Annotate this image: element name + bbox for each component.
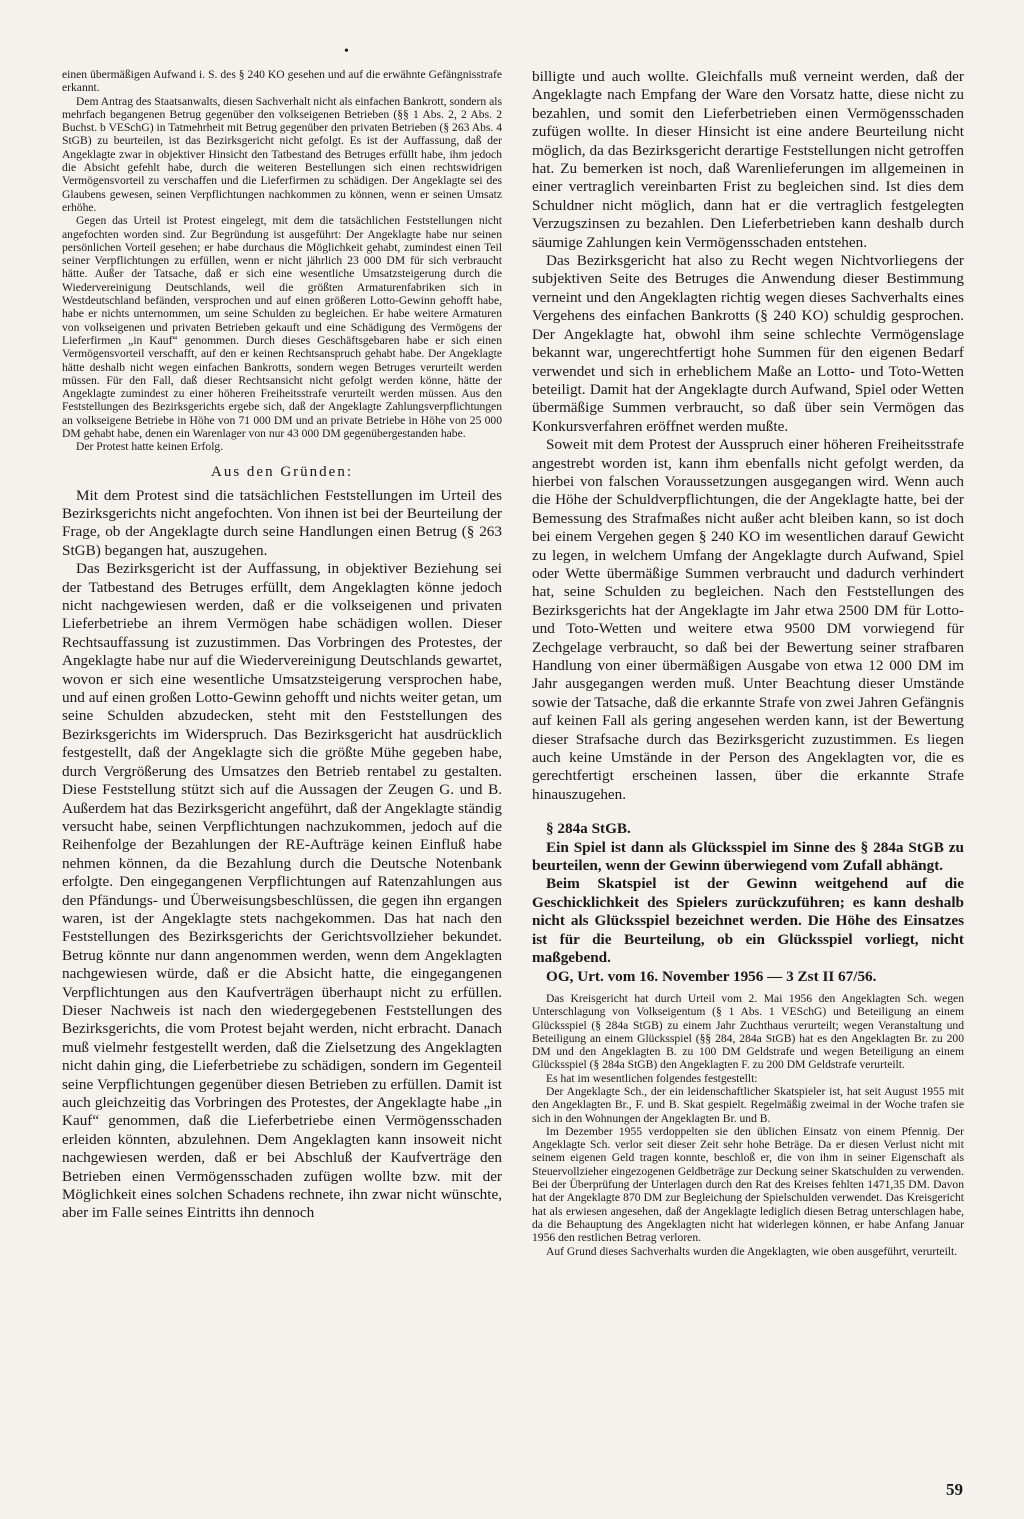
paragraph: Das Bezirksgericht hat also zu Recht wegen Nichtvorliegens der subjektiven Seite des Betruges die Anwendung dieser Bestimmung verneint und den Angeklagten richtig wegen dieses Sachverhalts eines Vergehens des einfachen Bankrotts (§ 240 KO) schuldig gesprochen. Der Angeklagte hat, obwohl ihm seine schlechte Vermögenslage bekannt war, ungerechtfertigt hohe Summen für den eigenen Bedarf verwendet und sich in erheblichem Maße an Lotto- und Toto-Wetten beteiligt. Damit hat der Angeklagte durch Aufwand, Spiel oder Wetten übermäßige Summen verbraucht, so daß über sein Vermögen das Konkursverfahren eröffnet werden mußte. — [532, 252, 964, 435]
paragraph: Das Kreisgericht hat durch Urteil vom 2. Mai 1956 den Angeklagten Sch. wegen Unterschlagung von Volkseigentum (§ 1 Abs. 1 VESchG) und Beteiligung an einem Glücksspiel (§ 284a StGB) zu einem Jahr Zuchthaus verurteilt; wegen Veranstaltung und Beteiligung an einem Glücksspiel (§§ 284, 284a StGB) hat es den Angeklagten Br. zu 200 DM und den Angeklagten B. zu 100 DM Geldstrafe und wegen Beteiligung an einem Glücksspiel (§ 284a StGB) den Angeklagten F. zu 200 DM Geldstrafe verurteilt. — [532, 991, 964, 1072]
case-citation: OG, Urt. vom 16. November 1956 — 3 Zst II 67/56. — [546, 967, 877, 985]
paragraph: einen übermäßigen Aufwand i. S. des § 240 KO gesehen und auf die erwähnte Gefängnisstrafe erkannt. — [62, 68, 502, 95]
print-mark: • — [344, 44, 349, 59]
paragraph: Gegen das Urteil ist Protest eingelegt, mit dem die tatsächlichen Feststellungen nicht angefochten worden sind. Zur Begründung ist ausgeführt: Der Angeklagte habe nur seinen persönlichen Vorteil gesehen; er habe durchaus die Möglichkeit gehabt, zumindest einen Teil seiner Verpflichtungen zu erfüllen, wenn er nicht jährlich 23 000 DM für sich verbraucht hätte. Außer der Tatsache, daß er sich eine wesentliche Umsatzsteigerung durch die Wiedervereinigung Deutschlands, weil die größten Armaturenfabriken sich in Westdeutschland befänden, versprochen und auf einen größeren Lotto-Gewinn gehofft habe, habe er nichts unternommen, um seine Schulden zu begleichen. Er habe weitere Armaturen von volkseigenen und privaten Betrieben gekauft und eine Schädigung des Vermögens der Lieferfirmen „in Kauf“ genommen. Durch dieses Geschäftsgebaren habe er sich einen Vermögensvorteil verschafft, auf den er keinen Rechtsanspruch gehabt habe. Der Angeklagte hätte deshalb nicht wegen einfachen Bankrotts, sondern wegen Betruges verurteilt werden müssen. Für den Fall, daß dieser Rechtsansicht nicht gefolgt werden könne, hätte der Angeklagte zumindest zu einer höheren Freiheitsstrafe verurteilt werden müssen. Aus den Feststellungen des Bezirksgerichts ergebe sich, daß der Angeklagte Zahlungsverpflichtungen an volkseigene Betriebe in Höhe von 71 000 DM und an private Betriebe in Höhe von 25 000 DM gehabt habe, denen ein Warenlager von nur 43 000 DM gegenübergestanden habe. — [62, 214, 502, 441]
paragraph: Dem Antrag des Staatsanwalts, diesen Sachverhalt nicht als einfachen Bankrott, sondern als mehrfach begangenen Betrug gegenüber den volkseigenen Betrieben (§§ 1 Abs. 2, 2 Abs. 2 Buchst. b VESchG) in Tatmehrheit mit Betrug gegenüber den privaten Betrieben (§ 263 Abs. 4 StGB) zu beurteilen, ist das Bezirksgericht nicht gefolgt. Es ist der Auffassung, daß der Angeklagte zwar in objektiver Hinsicht den Tatbestand des Betruges erfüllt habe, ihm jedoch die Absicht gefehlt habe, durch die weiteren Bestellungen sich einen rechtswidrigen Vermögensvorteil zu verschaffen und die Lieferfirmen zu schädigen. Der Angeklagte sei des Glaubens gewesen, seinen Verpflichtungen nachkommen zu können, wenn er seinen Umsatz erhöhe. — [62, 94, 502, 214]
right-column — [532, 68, 964, 1258]
paragraph: Das Bezirksgericht ist der Auffassung, in objektiver Beziehung sei der Tatbestand des Betruges erfüllt, dem Angeklagten könne jedoch nicht nachgewiesen werden, daß er die volkseigenen und privaten Lieferbetriebe an ihrem Vermögen habe schädigen wollen. Dieser Rechtsauffassung ist zuzustimmen. Das Vorbringen des Protestes, der Angeklagte habe nur auf die Wiedervereinigung Deutschlands gewartet, wovon er sich eine wesentliche Umsatzsteigerung versprochen habe, und auf einen großen Lotto-Gewinn gehofft und nichts weiter getan, um seine Schulden abzudecken, steht mit den Feststellungen des Bezirksgerichts im Widerspruch. Das Bezirksgericht hat ausdrücklich festgestellt, daß der Angeklagte sich die größte Mühe gegeben habe, durch Vergrößerung des Umsatzes den Betrieb rentabel zu gestalten. Diese Feststellung stützt sich auf die Aussagen der Zeugen G. und B. Außerdem hat das Bezirksgericht angeführt, daß der Angeklagte ständig versucht habe, seinen Verpflichtungen nachzukommen, jedoch auf die Reihenfolge der Bezahlungen der RE-Aufträge keinen Einfluß habe nehmen können, da die Bezahlung durch die Deutsche Notenbank erfolgte. Den eingegangenen Verpflichtungen auf Ratenzahlungen aus den Pfändungs- und Überweisungsbeschlüssen, die gegen ihn ergangen waren, ist der Angeklagte stets nachgekommen. Das hat nach den Feststellungen des Bezirksgerichts der Gerichtsvollzieher bekundet. Betrug könnte nur dann angenommen werden, wenn dem Angeklagten nachgewiesen würde, daß er die Absicht hatte, die eingegangenen Verpflichtungen aus den Kaufverträgen überhaupt nicht zu erfüllen. Dieser Nachweis ist nach den wiedergegebenen Feststellungen des Bezirksgerichts, die vom Protest bejaht werden, nicht erbracht. Danach muß vielmehr festgestellt werden, daß die Zielsetzung des Angeklagten nicht dahin ging, die Lieferbetriebe zu schädigen, sondern im Gegenteil seine Verpflichtungen gegenüber diesen Betrieben zu erfüllen. Damit ist auch gleichzeitig das Vorbringen des Protestes, der Angeklagte habe „in Kauf“ genommen, daß die Lieferbetriebe einen Vermögensschaden erleiden könnten, abzulehnen. Dem Angeklagten kann insoweit nicht nachgewiesen werden, daß er bei Abschluß der Kaufverträge den Betrieben einen Vermögensschaden zufügen wollte bzw. mit der Möglichkeit eines solchen Schadens rechnete, ihn zwar nicht wünschte, aber im Falle seines Eintritts ihn dennoch — [62, 560, 502, 1222]
headnote: Beim Skatspiel ist der Gewinn weitgehend auf die Geschicklichkeit des Spielers zurückzuführen; es kann deshalb nicht als Glücksspiel bezeichnet werden. Die Höhe des Einsatzes ist für die Beurteilung, ob ein Glücksspiel vorliegt, nicht maßgebend. — [532, 875, 964, 967]
paragraph: Soweit mit dem Protest der Ausspruch einer höheren Freiheitsstrafe angestrebt worden ist, kann ihm ebenfalls nicht gefolgt werden, da hierbei von falschen Voraussetzungen ausgegangen wird. Wenn auch die Höhe der Schuldverpflichtungen, die der Angeklagte hatte, bei der Bemessung des Strafmaßes nicht außer acht bleiben kann, so ist doch bei einem Vergehen gegen § 240 KO im wesentlichen darauf Gewicht zu legen, in welchem Umfang der Angeklagte durch Aufwand, Spiel oder Wette übermäßige Summen verbraucht und dadurch verhindert hat, seine Schulden zu begleichen. Nach den Feststellungen des Bezirksgerichts hat der Angeklagte im Jahr etwa 2500 DM für Lotto- und Toto-Wetten und weitere etwa 9500 DM vorwiegend für Zechgelage verbraucht, so daß bei der Bewertung seiner strafbaren Handlung von einer übermäßigen Ausgabe von etwa 12 000 DM im Jahr ausgegangen werden muß. Unter Beachtung dieser Umstände sowie der Tatsache, daß die erkannte Strafe von zwei Jahren Gefängnis auf keinen Fall als gering angesehen werden kann, ist der Bewertung dieser Strafsache durch das Bezirksgericht zuzustimmen. Es liegen auch keine Umstände in der Person des Angeklagten vor, die es gerechtfertigt erscheinen lassen, über die erkannte Strafe hinauszugehen. — [532, 436, 964, 803]
paragraph: billigte und auch wollte. Gleichfalls muß verneint werden, daß der Angeklagte nach Empfang der Ware den Vorsatz hatte, diese nicht zu bezahlen, und somit den Lieferbetrieben einen Vermögensschaden zufügen wollte. In dieser Hinsicht ist eine andere Beurteilung nicht möglich, da das Bezirksgericht derartige Feststellungen nicht getroffen hat. Zu bemerken ist noch, daß Warenlieferungen im allgemeinen in einer vertraglich vereinbarten Frist zu begleichen sind. Ist dies dem Schuldner nicht möglich, dann hat er die vertraglich festgelegten Verzugszinsen zu bezahlen. Den Lieferbetrieben kann deshalb durch säumige Zahlungen kein Vermögensschaden entstehen. — [532, 68, 964, 251]
page-number: 59 — [946, 1480, 963, 1499]
paragraph: Im Dezember 1955 verdoppelten sie den üblichen Einsatz von einem Pfennig. Der Angeklagte Sch. verlor seit dieser Zeit sehr hohe Beträge. Da er diesen Verlust nicht mit seinem eigenen Geld tragen konnte, beschloß er, die von ihm in seiner Eigenschaft als Steuervollzieher eingezogenen Geldbeträge zur Deckung seiner Skatschulden zu verwenden. Bei der Überprüfung der Unterlagen durch den Rat des Kreises fehlten 1471,35 DM. Davon hat der Angeklagte 870 DM zur Begleichung der Spielschulden verwendet. Das Kreisgericht hat als erwiesen angesehen, daß der Angeklagte lediglich diesen Betrag unterschlagen habe, da die Behauptung des Angeklagten nicht hat widerlegen können, er habe Anfang Januar 1956 den restlichen Betrag verloren. — [532, 1124, 964, 1245]
paragraph: Der Angeklagte Sch., der ein leidenschaftlicher Skatspieler ist, hat seit August 1955 mit den Angeklagten Br., F. und B. Skat gespielt. Regelmäßig zweimal in der Woche trafen sie sich in den Wohnungen der Angeklagten Br. und B. — [532, 1084, 964, 1125]
section-heading: Aus den Gründen: — [211, 463, 353, 480]
paragraph: Auf Grund dieses Sachverhalts wurden die Angeklagten, wie oben ausgeführt, verurteilt. — [546, 1244, 958, 1258]
paragraph: Mit dem Protest sind die tatsächlichen Feststellungen im Urteil des Bezirksgerichts nicht angefochten. Von ihnen ist bei der Beurteilung der Frage, ob der Angeklagte durch seine Handlungen einen Betrug (§ 263 StGB) begangen hat, auszugehen. — [62, 486, 502, 559]
statute-reference: § 284a StGB. — [546, 820, 631, 838]
paragraph: Der Protest hatte keinen Erfolg. — [76, 440, 224, 454]
left-column — [62, 68, 502, 1223]
paragraph: Es hat im wesentlichen folgendes festgestellt: — [546, 1071, 758, 1085]
headnote: Ein Spiel ist dann als Glücksspiel im Sinne des § 284a StGB zu beurteilen, wenn der Gewinn überwiegend vom Zufall abhängt. — [532, 838, 964, 875]
